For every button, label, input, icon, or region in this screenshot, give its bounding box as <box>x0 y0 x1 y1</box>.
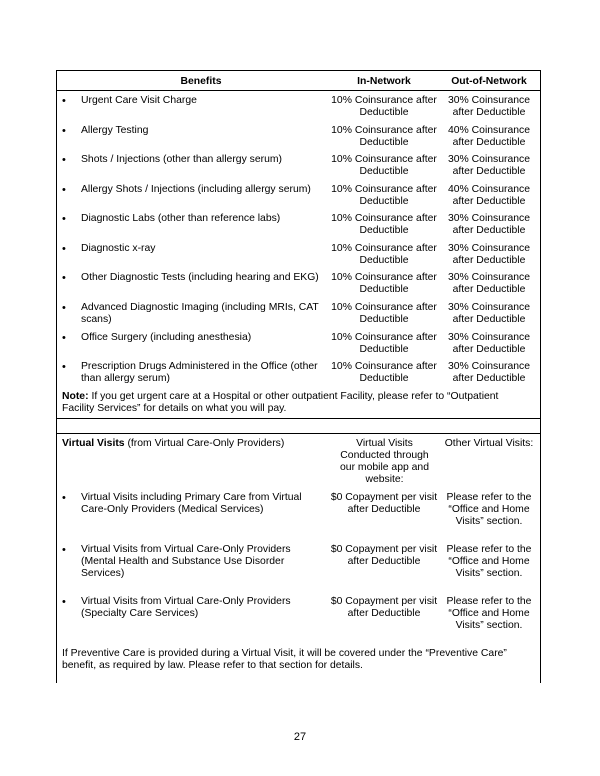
in-network-value: 10% Coinsurance after Deductible <box>331 332 437 355</box>
bullet-icon: • <box>62 154 66 166</box>
out-of-network-value: 40% Coinsurance after Deductible <box>447 183 531 207</box>
bullet-icon: • <box>62 272 66 284</box>
preventive-care-note: If Preventive Care is provided during a Virtual Visit, it will be covered under the “Preventive Care” benefit, as required by law. Please refer to that section for details. <box>62 648 507 671</box>
out-of-network-value: 30% Coinsurance after Deductible <box>447 95 531 118</box>
out-of-network-value: 30% Coinsurance after Deductible <box>447 361 531 384</box>
benefit-label: Office Surgery (including anesthesia) <box>81 332 252 343</box>
benefit-label: Prescription Drugs Administered in the Office (other than allergy serum) <box>81 361 318 384</box>
in-network-value: 10% Coinsurance after Deductible <box>331 95 437 118</box>
out-of-network-value: 30% Coinsurance after Deductible <box>447 242 531 266</box>
header-out-of-network: Out-of-Network <box>451 76 527 87</box>
bullet-icon: • <box>62 332 66 344</box>
virtual-in-value: $0 Copayment per visit after Deductible <box>330 544 438 567</box>
benefit-label: Urgent Care Visit Charge <box>81 95 197 106</box>
in-network-value: 10% Coinsurance after Deductible <box>331 183 437 207</box>
in-network-value: 10% Coinsurance after Deductible <box>331 124 437 148</box>
out-of-network-value: 30% Coinsurance after Deductible <box>447 154 531 177</box>
bullet-icon: • <box>62 596 66 608</box>
benefit-label: Allergy Testing <box>81 124 149 136</box>
virtual-visits-title-rest: (from Virtual Care-Only Providers) <box>124 438 285 449</box>
in-network-value: 10% Coinsurance after Deductible <box>331 361 437 384</box>
virtual-label: Virtual Visits from Virtual Care-Only Providers (Mental Health and Substance Use Disorder Services) <box>81 544 291 579</box>
out-of-network-value: 40% Coinsurance after Deductible <box>447 124 531 148</box>
in-network-value: 10% Coinsurance after Deductible <box>331 154 437 177</box>
in-network-value: 10% Coinsurance after Deductible <box>331 213 437 236</box>
section-divider <box>57 433 540 434</box>
in-network-value: 10% Coinsurance after Deductible <box>331 242 437 266</box>
page-number: 27 <box>293 731 307 743</box>
bullet-icon: • <box>62 124 66 137</box>
bullet-icon: • <box>62 213 66 225</box>
benefits-table <box>56 70 541 683</box>
urgent-care-note <box>62 391 532 415</box>
out-of-network-value: 30% Coinsurance after Deductible <box>447 332 531 355</box>
virtual-in-value: $0 Copayment per visit after Deductible <box>330 492 438 515</box>
bullet-icon: • <box>62 492 66 504</box>
in-network-value: 10% Coinsurance after Deductible <box>331 302 437 325</box>
bullet-icon: • <box>62 242 66 255</box>
out-of-network-value: 30% Coinsurance after Deductible <box>447 302 531 325</box>
bullet-icon: • <box>62 544 66 556</box>
header-in-network: In-Network <box>357 76 411 87</box>
header-benefits: Benefits <box>180 76 222 87</box>
virtual-out-value: Please refer to the “Office and Home Visits” section. <box>446 596 532 631</box>
bullet-icon: • <box>62 302 66 314</box>
benefit-label: Diagnostic Labs (other than reference labs) <box>81 213 281 224</box>
note-text: If you get urgent care at a Hospital or other outpatient Facility, please refer to “Outpatient Facility Services” for details on what you will pay. <box>62 391 499 414</box>
bullet-icon: • <box>62 183 66 196</box>
out-of-network-value: 30% Coinsurance after Deductible <box>447 213 531 236</box>
benefit-label: Other Diagnostic Tests (including hearing and EKG) <box>81 272 319 283</box>
virtual-out-header: Other Virtual Visits: <box>444 438 534 449</box>
benefit-label: Diagnostic x-ray <box>81 242 156 254</box>
header-divider <box>57 90 540 91</box>
virtual-visits-title <box>62 438 322 450</box>
benefit-label: Advanced Diagnostic Imaging (including MRIs, CAT scans) <box>81 302 319 325</box>
virtual-out-value: Please refer to the “Office and Home Visits” section. <box>446 492 532 527</box>
note-label: Note: <box>62 391 89 402</box>
virtual-out-value: Please refer to the “Office and Home Visits” section. <box>446 544 532 579</box>
benefit-label: Allergy Shots / Injections (including allergy serum) <box>81 183 311 195</box>
virtual-visits-title-bold: Virtual Visits <box>62 438 125 449</box>
out-of-network-value: 30% Coinsurance after Deductible <box>447 272 531 295</box>
in-network-value: 10% Coinsurance after Deductible <box>331 272 437 295</box>
virtual-label: Virtual Visits including Primary Care from Virtual Care-Only Providers (Medical Services) <box>81 492 302 515</box>
bullet-icon: • <box>62 361 66 373</box>
bullet-icon: • <box>62 95 66 107</box>
benefit-label: Shots / Injections (other than allergy serum) <box>81 154 282 165</box>
section-divider <box>57 418 540 419</box>
virtual-in-value: $0 Copayment per visit after Deductible <box>330 596 438 619</box>
virtual-label: Virtual Visits from Virtual Care-Only Providers (Specialty Care Services) <box>81 596 291 619</box>
virtual-in-header: Virtual Visits Conducted through our mobile app and website: <box>340 438 429 485</box>
